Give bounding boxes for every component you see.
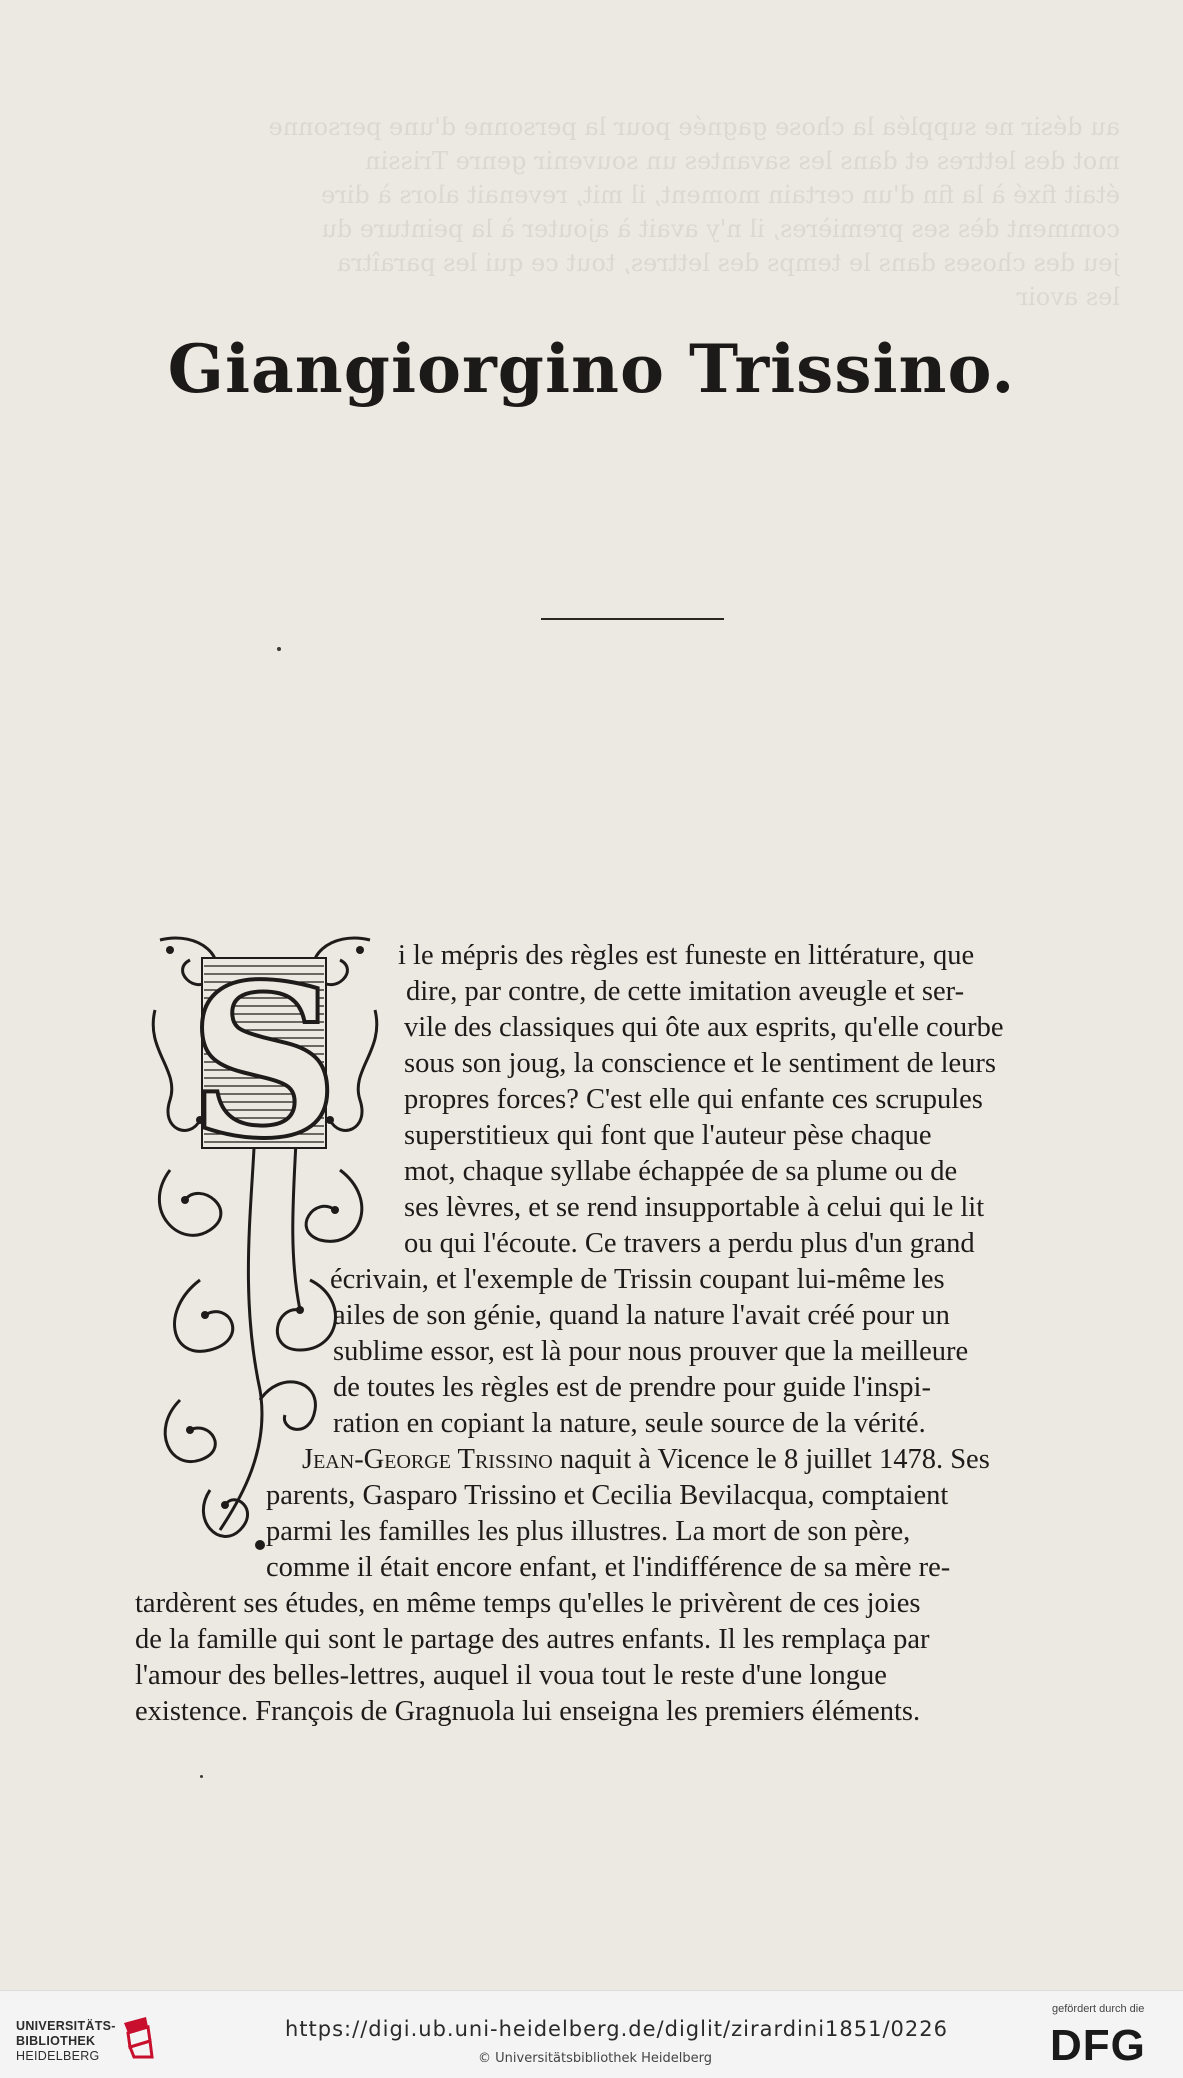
author-name: Jean-George Trissino: [302, 1444, 553, 1475]
text-line: ration en copiant la nature, seule source de la vérité.: [333, 1408, 926, 1439]
text-line: de la famille qui sont le partage des autres enfants. Il les remplaça par: [135, 1624, 930, 1655]
text-line: existence. François de Gragnuola lui enseigna les premiers éléments.: [135, 1696, 921, 1727]
text-line: Jean-George Trissino naquit à Vicence le 8 juillet 1478. Ses: [302, 1444, 990, 1475]
initial-letter: S: [188, 938, 340, 1185]
text-line: ailes de son génie, quand la nature l'avait créé pour un: [333, 1300, 950, 1331]
text-line: parmi les familles les plus illustres. La mort de son père,: [266, 1516, 911, 1547]
text-line: écrivain, et l'exemple de Trissin coupant lui-même les: [330, 1264, 945, 1295]
viewer-footer: [0, 1990, 1183, 2078]
bleed-through-text: au désir ne suppléa la chose gagnée pour la personne d'une personne mot des lettres et dans les savantes un souvenir genre Trissin était fixé à la fin d'un certain moment, il mit, revenait alors à dire comment dès ses premières, il n'y avait à ajouter à la peinture du jeu des choses dans le temps des lettres, tout ce qui les paraîtra les avoir: [268, 113, 1120, 311]
text-line: propres forces? C'est elle qui enfante ces scrupules: [404, 1084, 983, 1115]
text-line: ou qui l'écoute. Ce travers a perdu plus d'un grand: [404, 1228, 975, 1259]
text-line: vile des classiques qui ôte aux esprits, qu'elle courbe: [404, 1012, 1004, 1043]
dfg-logo: DFG: [1050, 2021, 1146, 2070]
text-line: de toutes les règles est de prendre pour guide l'inspi-: [333, 1372, 931, 1403]
text-line: mot, chaque syllabe échappée de sa plume ou de: [404, 1156, 958, 1187]
text-line: sublime essor, est là pour nous prouver que la meilleure: [333, 1336, 969, 1367]
text-line: tardèrent ses études, en même temps qu'elles le privèrent de ces joies: [135, 1588, 921, 1619]
ink-speck: [200, 1775, 203, 1778]
text-line: parents, Gasparo Trissino et Cecilia Bevilacqua, comptaient: [266, 1480, 949, 1511]
library-logo-icon: [118, 2013, 166, 2061]
text-line: l'amour des belles-lettres, auquel il voua tout le reste d'une longue: [135, 1660, 887, 1691]
copyright-notice: © Universitätsbibliothek Heidelberg: [478, 2051, 713, 2066]
ink-speck: [277, 647, 281, 651]
page-title: Giangiorgino Trissino.: [167, 330, 1016, 408]
text-line: sous son joug, la conscience et le sentiment de leurs: [404, 1048, 997, 1079]
text-line: dire, par contre, de cette imitation aveugle et ser-: [406, 976, 965, 1007]
library-name: UNIVERSITÄTS- BIBLIOTHEK HEIDELBERG: [16, 2019, 116, 2063]
text-line: i le mépris des règles est funeste en littérature, que: [398, 940, 975, 971]
text-line: superstitieux qui font que l'auteur pèse chaque: [404, 1120, 932, 1151]
title-divider: [541, 618, 724, 620]
text-line: comme il était encore enfant, et l'indifférence de sa mère re-: [266, 1552, 951, 1583]
permalink-url[interactable]: https://digi.ub.uni-heidelberg.de/diglit/zirardini1851/0226: [285, 2017, 948, 2041]
text-line: ses lèvres, et se rend insupportable à celui qui le lit: [404, 1192, 985, 1223]
sponsor-label: gefördert durch die: [1052, 2003, 1145, 2015]
